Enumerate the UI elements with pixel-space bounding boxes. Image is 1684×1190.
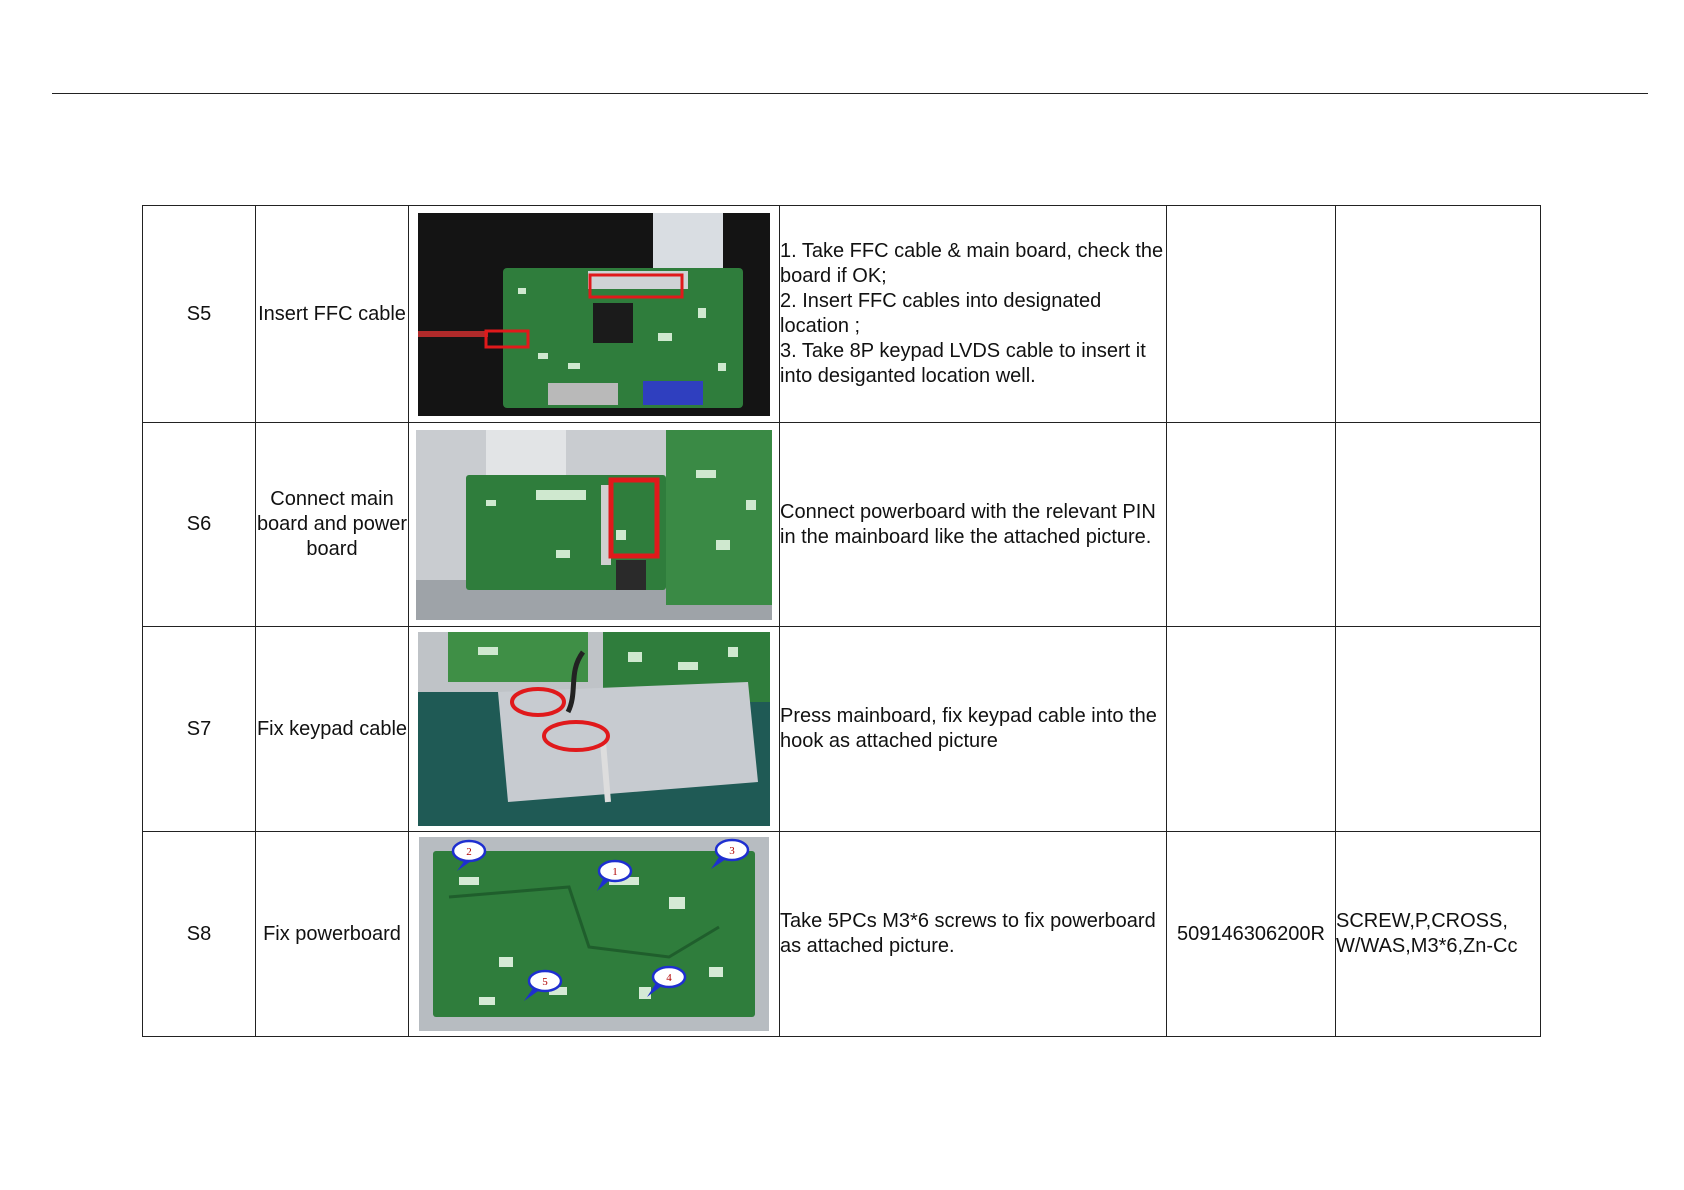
step-photo-cell xyxy=(409,423,780,627)
part-number-cell xyxy=(1167,206,1336,423)
part-name-cell xyxy=(1336,206,1541,423)
table-row xyxy=(143,423,1541,627)
main-power-connection-photo xyxy=(416,430,772,620)
callout-2: 2 xyxy=(466,846,472,858)
description-line: 1. Take FFC cable & main board, check the board if OK; xyxy=(780,240,1164,287)
callout-5: 5 xyxy=(542,976,548,988)
callout-4: 4 xyxy=(666,972,672,984)
step-cell: S8 xyxy=(143,832,256,1037)
part-name-cell: SCREW,P,CROSS, W/WAS,M3*6,Zn-Cc xyxy=(1336,832,1541,1037)
step-cell: S5 xyxy=(143,206,256,423)
description-cell xyxy=(780,423,1167,627)
keypad-cable-hook-photo xyxy=(418,632,770,826)
callout-1: 1 xyxy=(612,866,618,878)
description-cell xyxy=(780,832,1167,1037)
description-cell xyxy=(780,206,1167,423)
action-cell: Connect main board and power board xyxy=(256,423,409,627)
part-number-cell: 509146306200R xyxy=(1167,832,1336,1037)
step-photo-cell xyxy=(409,832,780,1037)
header-rule xyxy=(52,93,1648,94)
description-cell xyxy=(780,627,1167,832)
description-line: Press mainboard, fix keypad cable into the hook as attached picture xyxy=(780,705,1157,752)
table-row xyxy=(143,627,1541,832)
part-number-cell xyxy=(1167,423,1336,627)
description-line: 3. Take 8P keypad LVDS cable to insert it into desiganted location well. xyxy=(780,340,1146,387)
step-cell: S7 xyxy=(143,627,256,832)
description-line: Connect powerboard with the relevant PIN in the mainboard like the attached picture. xyxy=(780,500,1156,548)
part-name-cell xyxy=(1336,423,1541,627)
description-line: 2. Insert FFC cables into designated location ; xyxy=(780,290,1102,337)
step-photo-cell xyxy=(409,627,780,832)
part-name-cell xyxy=(1336,627,1541,832)
callout-3: 3 xyxy=(729,845,735,857)
main-board-ffc-photo xyxy=(418,213,770,416)
table-row xyxy=(143,832,1541,1037)
action-cell: Fix powerboard xyxy=(256,832,409,1037)
part-number-cell xyxy=(1167,627,1336,832)
step-photo-cell xyxy=(409,206,780,423)
step-cell: S6 xyxy=(143,423,256,627)
powerboard-screws-photo xyxy=(419,837,769,1031)
table-row xyxy=(143,206,1541,423)
action-cell: Insert FFC cable xyxy=(256,206,409,423)
action-cell: Fix keypad cable xyxy=(256,627,409,832)
assembly-steps-table xyxy=(142,205,1541,1037)
description-line: Take 5PCs M3*6 screws to fix powerboard as attached picture. xyxy=(780,910,1156,957)
